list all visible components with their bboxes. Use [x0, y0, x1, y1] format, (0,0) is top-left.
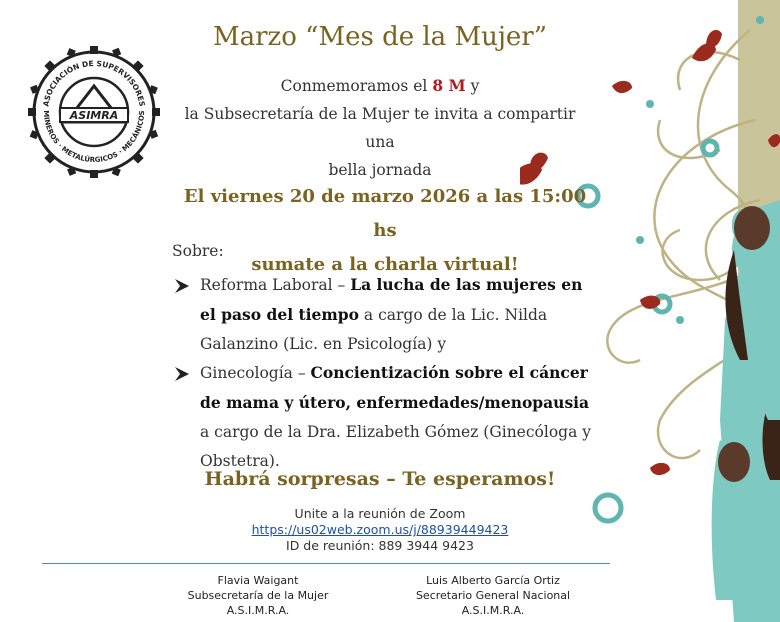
page-title: Marzo “Mes de la Mujer” [213, 22, 547, 52]
arrow-bullet-icon [172, 276, 192, 296]
intro-highlight: 8 M [432, 76, 466, 95]
sobre-label: Sobre: [172, 242, 224, 260]
topic-item-1: Reforma Laboral – La lucha de las mujeres en el paso del tiempo a cargo de la Lic. Nilda Galanzino (Lic. en Psicología) y [172, 270, 602, 359]
event-date-line-1: El viernes 20 de marzo 2026 a las 15:00 hs [183, 186, 587, 241]
logo-bottom-text: MINEROS · METALÚRGICOS · MECÁNICOS [41, 110, 147, 165]
intro-line-2: la Subsecretaría de la Mujer te invita a compartir una [184, 105, 576, 151]
arrow-bullet-icon [172, 364, 192, 384]
signature-1-org: A.S.I.M.R.A. [226, 604, 290, 617]
signature-1-role: Subsecretaría de la Mujer [187, 589, 329, 602]
closing-message: Habrá sorpresas – Te esperamos! [204, 468, 556, 490]
divider [42, 563, 610, 564]
topic-item-2: Ginecología – Concientización sobre el cáncer de mama y útero, enfermedades/menopausia a cargo de la Dra. Elizabeth Gómez (Ginecóloga y Obstetra). [172, 358, 602, 476]
zoom-meeting-id: ID de reunión: 889 3944 9423 [286, 538, 474, 553]
signature-1-name: Flavia Waigant [217, 574, 299, 587]
event-date-line-2: sumate a la charla virtual! [251, 254, 519, 275]
zoom-join-text: Unite a la reunión de Zoom [294, 506, 466, 521]
topic-1-title: La lucha de las mujeres en el paso del tiempo [200, 275, 583, 324]
asimra-logo [28, 46, 160, 178]
topic-2-title: Concientización sobre el cáncer de mama y útero, enfermedades/menopausia [200, 363, 590, 412]
event-date [180, 180, 590, 282]
logo-top-text: ASOCIACIÓN DE SUPERVISORES [41, 58, 147, 108]
intro-line-1: Conmemoramos el 8 M y [280, 76, 480, 95]
women-silhouettes [712, 200, 780, 622]
signature-1 [158, 573, 358, 618]
zoom-info [180, 506, 580, 554]
zoom-link[interactable]: https://us02web.zoom.us/j/88939449423 [251, 522, 509, 537]
signature-2-org: A.S.I.M.R.A. [461, 604, 525, 617]
signature-2 [393, 573, 593, 618]
intro-text [170, 72, 590, 184]
signature-2-role: Secretario General Nacional [415, 589, 571, 602]
signature-2-name: Luis Alberto García Ortiz [426, 574, 560, 587]
logo-center-text: ASIMRA [69, 109, 119, 122]
intro-line-3: bella jornada [328, 161, 432, 179]
